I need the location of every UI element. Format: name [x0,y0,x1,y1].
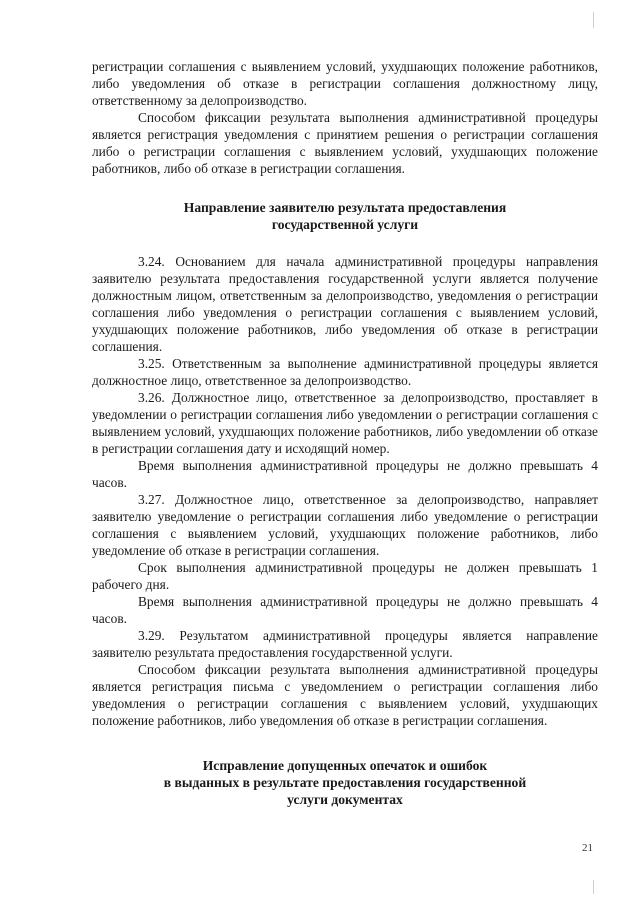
heading-line: Исправление допущенных опечаток и ошибок [202,758,488,773]
paragraph: Способом фиксации результата выполнения административной процедуры является регистрация письма с уведомлением о регистрации соглашения либо уведомления о регистрации соглашения с выявлением условий, ухудшающих положение работников, либо уведомления об отказе в регистрации соглашения. [92,662,598,728]
paragraph: регистрации соглашения с выявлением условий, ухудшающих положение работников, либо уведомления об отказе в регистрации соглашения должностному лицу, ответственному за делопроизводство. [92,59,598,108]
paragraph: 3.24. Основанием для начала административной процедуры направления заявителю результата предоставления государственной услуги является получение должностным лицом, ответственным за делопроизводство, уведомления о регистрации соглашения либо уведомления о регистрации соглашения с выявлением условий, ухудшающих положение работников, либо уведомления об отказе в регистрации соглашения. [92,254,598,354]
paragraph: 3.26. Должностное лицо, ответственное за делопроизводство, проставляет в уведомлении о регистрации соглашения либо уведомлении о регистрации соглашения с выявлением условий, ухудшающих положение работников, либо уведомлении об отказе в регистрации соглашения дату и исходящий номер. [92,390,598,456]
section-heading [92,757,598,808]
paragraph: 3.29. Результатом административной процедуры является направление заявителю результата предоставления государственной услуги. [92,628,598,660]
page-number: 21 [582,842,593,854]
heading-line: услуги документах [287,792,403,807]
paragraph: 3.27. Должностное лицо, ответственное за делопроизводство, направляет заявителю уведомление о регистрации соглашения либо уведомление о регистрации соглашения с выявлением условий, ухудшающих положение работников, либо уведомление об отказе в регистрации соглашения. [92,492,598,558]
paragraph: Время выполнения административной процедуры не должно превышать 4 часов. [92,594,598,626]
heading-line: в выданных в результате предоставления государственной [163,775,527,790]
scan-edge-mark [593,880,594,894]
scan-edge-mark [593,12,594,28]
heading-line: Направление заявителю результата предоставления [183,200,507,215]
document-body [92,58,598,808]
paragraph: 3.25. Ответственным за выполнение административной процедуры является должностное лицо, ответственное за делопроизводство. [92,356,598,388]
paragraph: Время выполнения административной процедуры не должно превышать 4 часов. [92,458,598,490]
paragraph: Способом фиксации результата выполнения административной процедуры является регистрация уведомления с принятием решения о регистрации соглашения либо о регистрации соглашения с выявлением условий, ухудшающих положение работников, либо об отказе в регистрации соглашения. [92,110,598,176]
paragraph: Срок выполнения административной процедуры не должен превышать 1 рабочего дня. [92,560,598,592]
section-heading [92,199,598,233]
heading-line: государственной услуги [271,217,419,232]
